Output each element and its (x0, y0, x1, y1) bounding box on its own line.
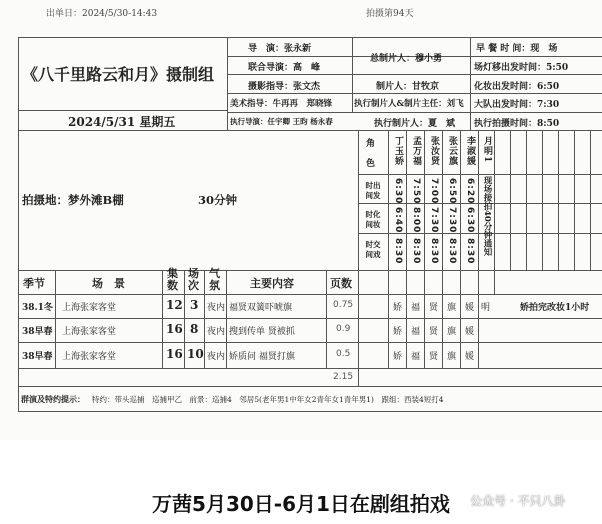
chief-producer: 总制片人：穆小勇 (370, 54, 443, 64)
row-scene: 上海张家客堂 (62, 352, 117, 362)
row-cast: 旗 (447, 327, 457, 337)
producer: 制片人：甘牧京 (376, 82, 440, 92)
row-season: 38早春 (22, 352, 53, 362)
role-label-1: 角 (366, 139, 376, 149)
watermark: 公众号 · 不只八卦 (470, 494, 566, 508)
total-pages: 2.15 (333, 372, 354, 382)
team-time: 大队出发时间：7:30 (474, 100, 560, 110)
row-cast: 娇 (393, 303, 403, 313)
col-mood: 气氛 (209, 267, 220, 292)
caption: 万茜5月30日-6月1日在剧组拍戏 (152, 492, 450, 516)
handover-time: 8:30 (465, 238, 475, 265)
row-cast: 贤 (429, 327, 439, 337)
cast-name: 孟万福 (411, 136, 421, 166)
row-scene: 上海张家客堂 (62, 327, 117, 337)
row-cast: 旗 (447, 303, 457, 313)
makeup-time-label: 时化间妆 (365, 210, 381, 229)
makeup-time: 8:00 (411, 207, 421, 234)
joint-director: 联合导演：高 峰 (248, 63, 321, 73)
depart-time: 6:20 (465, 178, 475, 205)
handover-time: 8:30 (393, 238, 403, 265)
row-season: 38.1冬 (22, 303, 53, 313)
row-scene: 上海张家客堂 (62, 303, 117, 313)
row-cast: 明 (481, 303, 491, 313)
row-cast: 旗 (447, 352, 457, 362)
dop: 摄影指导：张文杰 (248, 82, 321, 92)
exec-producer-manager: 执行制片人&制片主任：刘飞 (354, 99, 464, 109)
row-cast: 福 (411, 352, 421, 362)
makeup-time: 6:30 (465, 207, 475, 234)
cast-name: 丁玉娇 (393, 136, 403, 166)
row-season: 38早春 (22, 327, 53, 337)
cast-name: 张汝贤 (429, 136, 439, 166)
cast-name: 张云旗 (447, 136, 457, 166)
handover-time-label: 时交间戏 (365, 240, 381, 259)
row-mood: 夜内 (207, 303, 226, 313)
transfer-time: 场灯移出发时间：5:50 (474, 63, 569, 73)
depart-time-label: 时出间发 (365, 181, 381, 200)
extra-cast-name: 月明1 (482, 136, 492, 164)
row-scene-no: 10 (187, 347, 204, 361)
cast-name: 李淑媛 (465, 136, 475, 166)
row-content: 福贤双簧吓唬旗 (229, 303, 293, 313)
row-content: 娇质问 福贤打旗 (229, 352, 295, 362)
handover-time: 8:30 (411, 238, 421, 265)
col-episode: 集数 (167, 267, 178, 292)
director: 导 演：张永新 (248, 44, 312, 54)
row-cast: 娇 (393, 327, 403, 337)
row-cast: 娇 (393, 352, 403, 362)
art-director: 美术指导：牛再再 郑晓锋 (230, 99, 333, 109)
row-cast: 媛 (465, 303, 475, 313)
row-mood: 夜内 (207, 352, 226, 362)
row-episode: 16 (166, 322, 183, 336)
row-cast: 福 (411, 303, 421, 313)
depart-time: 7:50 (411, 178, 421, 205)
makeup-time: 7:30 (429, 207, 439, 234)
row-pages: 0.75 (333, 300, 354, 310)
row-cast: 福 (411, 327, 421, 337)
row-remark: 娇拍完改妆1小时 (520, 303, 590, 313)
col-scene: 场 景 (92, 277, 125, 290)
issue-date: 出单日：2024/5/30-14:43 (46, 9, 158, 19)
row-pages: 0.9 (336, 324, 351, 334)
makeup-time: 7:30 (447, 207, 457, 234)
col-season: 季节 (23, 277, 45, 290)
exec-producer: 执行制片人：夏 斌 (374, 119, 456, 129)
row-scene-no: 3 (190, 298, 199, 312)
col-content: 主要内容 (250, 277, 294, 290)
duration: 30分钟 (198, 193, 238, 207)
shoot-time: 执行拍摄时间：8:50 (474, 119, 560, 129)
on-call-note: 现场接拍40分钟通知 (482, 176, 492, 256)
depart-time: 7:00 (429, 178, 439, 205)
row-cast: 媛 (465, 352, 475, 362)
makeup-time: 6:40 (393, 207, 403, 234)
location: 拍摄地：梦外滩B棚 (22, 193, 124, 207)
row-episode: 12 (166, 298, 183, 312)
row-pages: 0.5 (336, 349, 351, 359)
col-scene-no: 场次 (188, 267, 199, 292)
extras-label: 群演及特约提示： (21, 394, 85, 404)
makeup-time: 化妆出发时间：6:50 (474, 82, 560, 92)
row-cast: 媛 (465, 327, 475, 337)
row-content: 搜到传单 贤被抓 (229, 327, 295, 337)
row-cast: 贤 (429, 303, 439, 313)
row-episode: 16 (166, 347, 183, 361)
row-cast: 贤 (429, 352, 439, 362)
role-label-2: 色 (366, 159, 376, 169)
shoot-day: 拍摄第94天 (366, 9, 414, 19)
depart-time: 6:30 (393, 178, 403, 205)
production-title: 《八千里路云和月》摄制组 (22, 65, 215, 84)
depart-time: 6:50 (447, 178, 457, 205)
breakfast-time: 早 餐 时 间：现 场 (476, 44, 558, 54)
exec-director: 执行导演：任宇卿 王昀 杨永春 (230, 117, 333, 126)
caption-area (0, 440, 602, 524)
shoot-date: 2024/5/31 星期五 (68, 115, 176, 129)
col-pages: 页数 (330, 277, 352, 290)
handover-time: 8:30 (447, 238, 457, 265)
handover-time: 8:30 (429, 238, 439, 265)
extras-text: 特约：带头巡捕 巡捕甲乙 前景：巡捕4 邻居5(老年男1中年女2青年女1青年男1) 跟组：西装4短打4 (92, 395, 444, 404)
row-scene-no: 8 (190, 322, 199, 336)
row-mood: 夜内 (207, 327, 226, 337)
